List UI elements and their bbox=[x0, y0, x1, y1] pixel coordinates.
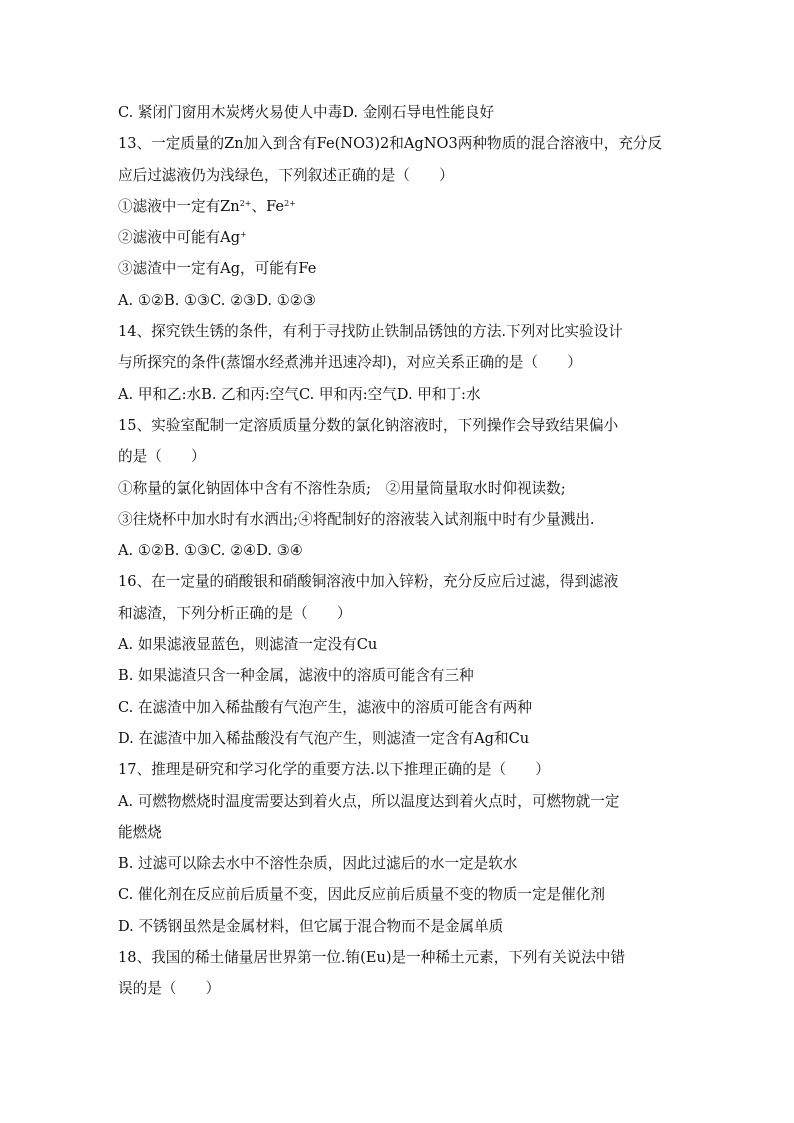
superscript: + bbox=[240, 230, 247, 240]
question-16-option-c: C. 在滤渣中加入稀盐酸有气泡产生，滤液中的溶质可能含有两种 bbox=[118, 698, 532, 716]
question-13-statement-1 bbox=[118, 193, 678, 224]
question-14-options: A. 甲和乙:水B. 乙和丙:空气C. 甲和丙:空气D. 甲和丁:水 bbox=[118, 385, 481, 403]
statement-text: ②滤液中可能有Ag bbox=[118, 229, 241, 247]
question-18-line-1: 18、我国的稀土储量居世界第一位.铕(Eu)是一种稀土元素，下列有关说法中错 bbox=[118, 949, 626, 967]
question-16-option-d: D. 在滤渣中加入稀盐酸没有气泡产生，则滤渣一定含有Ag和Cu bbox=[118, 729, 530, 747]
question-16-line-1: 16、在一定量的硝酸银和硝酸铜溶液中加入锌粉，充分反应后过滤，得到滤液 bbox=[118, 573, 619, 591]
question-15-options: A. ①②B. ①③C. ②④D. ③④ bbox=[118, 542, 303, 560]
question-15-line-1: 15、实验室配制一定溶质质量分数的氯化钠溶液时，下列操作会导致结果偏小 bbox=[118, 416, 619, 434]
question-15-line-2: 的是（ ） bbox=[118, 448, 206, 466]
question-13-statement-3: ③滤渣中一定有Ag，可能有Fe bbox=[118, 260, 317, 278]
question-13-options: A. ①②B. ①③C. ②③D. ①②③ bbox=[118, 291, 316, 309]
question-14-line-2: 与所探究的条件(蒸馏水经煮沸并迅速冷却)，对应关系正确的是（ ） bbox=[118, 354, 582, 372]
text-line: C. 紧闭门窗用木炭烤火易使人中毒D. 金刚石导电性能良好 bbox=[118, 104, 495, 121]
question-17-option-a-line-1: A. 可燃物燃烧时温度需要达到着火点，所以温度达到着火点时，可燃物就一定 bbox=[118, 792, 620, 810]
question-16-option-a: A. 如果滤液显蓝色，则滤渣一定没有Cu bbox=[118, 636, 378, 654]
question-15-statements-2: ③往烧杯中加水时有水洒出;④将配制好的溶液装入试剂瓶中时有少量溅出. bbox=[118, 510, 595, 528]
question-17-option-a-line-2: 能燃烧 bbox=[118, 823, 162, 841]
question-17-option-b: B. 过滤可以除去水中不溶性杂质，因此过滤后的水一定是软水 bbox=[118, 855, 518, 873]
question-17-option-c: C. 催化剂在反应前后质量不变，因此反应前后质量不变的物质一定是催化剂 bbox=[118, 886, 605, 904]
statement-text: 、Fe bbox=[251, 197, 285, 215]
question-13-statement-2 bbox=[118, 224, 678, 255]
question-14-line-1: 14、探究铁生锈的条件，有利于寻找防止铁制品锈蚀的方法.下列对比实验设计 bbox=[118, 323, 623, 341]
question-13-line-1: 13、一定质量的Zn加入到含有Fe(NO3)2和AgNO3两种物质的混合溶液中，充分反 bbox=[118, 135, 663, 153]
question-17-option-d: D. 不锈钢虽然是金属材料，但它属于混合物而不是金属单质 bbox=[118, 917, 504, 935]
question-18-line-2: 误的是（ ） bbox=[118, 980, 221, 998]
question-16-line-2: 和滤渣，下列分析正确的是（ ） bbox=[118, 604, 352, 622]
question-16-option-b: B. 如果滤渣只含一种金属，滤液中的溶质可能含有三种 bbox=[118, 667, 474, 685]
question-13-line-2: 应后过滤液仍为浅绿色，下列叙述正确的是（ ） bbox=[118, 166, 454, 184]
superscript: 2+ bbox=[284, 198, 296, 208]
document-body bbox=[118, 99, 678, 1007]
question-17-line-1: 17、推理是研究和学习化学的重要方法.以下推理正确的是（ ） bbox=[118, 761, 550, 779]
superscript: 2+ bbox=[239, 198, 252, 208]
statement-text: ①滤液中一定有Zn bbox=[118, 197, 240, 215]
question-15-statements-1: ①称量的氯化钠固体中含有不溶性杂质; ②用量筒量取水时仰视读数; bbox=[118, 479, 566, 497]
